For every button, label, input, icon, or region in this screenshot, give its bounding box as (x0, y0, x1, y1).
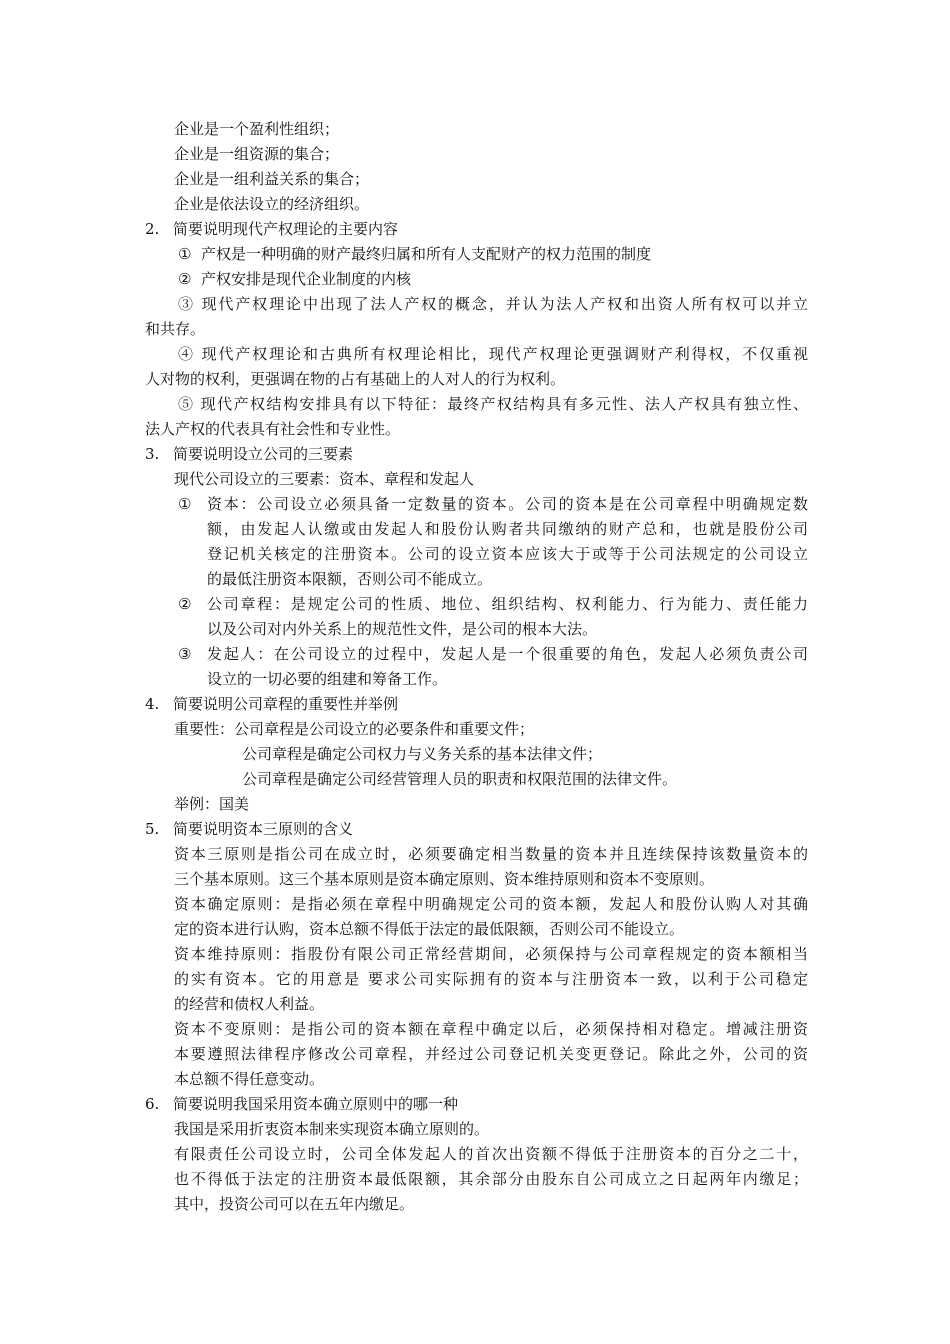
q6-line-4: 其中，投资公司可以在五年内缴足。 (174, 1195, 415, 1213)
q4-heading (145, 694, 398, 714)
q5-p2-line-2: 定的资本进行认购，资本总额不得低于法定的最低限额，否则公司不能设立。 (174, 920, 685, 938)
q5-p4-line-1: 资本不变原则：是指公司的资本额在章程中确定以后，必须保持相对稳定。增减注册资 (174, 1020, 808, 1038)
q2-item-4-line-1: ④ 现代产权理论和古典所有权理论相比，现代产权理论更强调财产利得权，不仅重视 (178, 345, 808, 363)
q6-line-3: 也不得低于法定的注册资本最低限额，其余部分由股东自公司成立之日起两年内缴足； (174, 1170, 808, 1188)
q4-title: 简要说明公司章程的重要性并举例 (173, 695, 399, 713)
q3-lead: 现代公司设立的三要素：资本、章程和发起人 (174, 470, 475, 488)
q4-number: 4. (145, 695, 160, 713)
intro-line-4: 企业是依法设立的经济组织。 (174, 195, 370, 213)
q3-title: 简要说明设立公司的三要素 (173, 445, 354, 463)
q2-title: 简要说明现代产权理论的主要内容 (173, 220, 399, 238)
q3-item-2-line-2: 以及公司对内外关系上的规范性文件，是公司的根本大法。 (207, 620, 598, 638)
q4-line-1: 重要性：公司章程是公司设立的必要条件和重要文件； (174, 720, 535, 738)
q2-item-1-text: 产权是一种明确的财产最终归属和所有人支配财产的权力范围的制度 (201, 245, 652, 263)
q5-heading (145, 819, 353, 839)
q6-line-2: 有限责任公司设立时，公司全体发起人的首次出资额不得低于注册资本的百分之二十， (174, 1145, 808, 1163)
q3-item-1-line-3: 登记机关核定的注册资本。公司的设立资本应该大于或等于公司法规定的公司设立 (207, 545, 808, 563)
q3-item-3-line-2: 设立的一切必要的组建和筹备工作。 (207, 670, 448, 688)
q2-item-2-text: 产权安排是现代企业制度的内核 (201, 270, 412, 288)
q2-item-2 (178, 269, 411, 289)
q2-item-1 (178, 244, 651, 264)
q2-item-4-line-2: 人对物的权利，更强调在物的占有基础上的人对人的行为权利。 (145, 370, 566, 388)
q5-p3-line-1: 资本维持原则：指股份有限公司正常经营期间，必须保持与公司章程规定的资本额相当 (174, 945, 808, 963)
q3-item-1-line-1: 资本：公司设立必须具备一定数量的资本。公司的资本是在公司章程中明确规定数 (207, 495, 808, 513)
q2-item-3-line-1: ③ 现代产权理论中出现了法人产权的概念，并认为法人产权和出资人所有权可以并立 (178, 295, 808, 313)
q3-item-3-line-1: 发起人：在公司设立的过程中，发起人是一个很重要的角色，发起人必须负责公司 (207, 645, 808, 663)
q5-p3-line-3: 的经营和债权人利益。 (174, 995, 325, 1013)
q2-item-5-line-2: 法人产权的代表具有社会性和专业性。 (145, 420, 401, 438)
q3-item-1-line-4: 的最低注册资本限额，否则公司不能成立。 (207, 570, 493, 588)
q5-p3-line-2: 的实有资本。它的用意是 要求公司实际拥有的资本与注册资本一致，以利于公司稳定 (174, 970, 808, 988)
q3-item-2-line-1: 公司章程：是规定公司的性质、地位、组织结构、权利能力、行为能力、责任能力 (207, 595, 808, 613)
q3-item-3-marker: ③ (178, 645, 192, 663)
q2-item-3-line-2: 和共存。 (145, 320, 206, 338)
q5-p1-line-1: 资本三原则是指公司在成立时，必须要确定相当数量的资本并且连续保持该数量资本的 (174, 845, 808, 863)
q3-item-1-line-2: 额，由发起人认缴或由发起人和股份认购者共同缴纳的财产总和，也就是股份公司 (207, 520, 808, 538)
q5-number: 5. (145, 820, 160, 838)
q6-title: 简要说明我国采用资本确立原则中的哪一种 (173, 1095, 459, 1113)
q5-p1-line-2: 三个基本原则。这三个基本原则是资本确定原则、资本维持原则和资本不变原则。 (174, 870, 715, 888)
intro-line-1: 企业是一个盈利性组织； (174, 120, 340, 138)
q3-number: 3. (145, 445, 160, 463)
q6-heading (145, 1094, 458, 1114)
q2-heading (145, 219, 398, 239)
q3-item-2-marker: ② (178, 595, 192, 613)
q2-item-5-line-1: ⑤ 现代产权结构安排具有以下特征：最终产权结构具有多元性、法人产权具有独立性、 (178, 395, 808, 413)
q5-p2-line-1: 资本确定原则：是指必须在章程中明确规定公司的资本额，发起人和股份认购人对其确 (174, 895, 808, 913)
q6-number: 6. (145, 1095, 160, 1113)
q2-number: 2. (145, 220, 160, 238)
q3-heading (145, 444, 353, 464)
q6-line-1: 我国是采用折衷资本制来实现资本确立原则的。 (174, 1120, 490, 1138)
intro-line-2: 企业是一组资源的集合； (174, 145, 340, 163)
q4-example: 举例：国美 (174, 795, 250, 813)
q2-item-2-marker: ② (178, 270, 192, 288)
q2-item-1-marker: ① (178, 245, 192, 263)
q3-item-1-marker: ① (178, 495, 192, 513)
q4-line-3: 公司章程是确定公司经营管理人员的职责和权限范围的法律文件。 (242, 770, 678, 788)
intro-line-3: 企业是一组利益关系的集合； (174, 170, 370, 188)
q5-title: 简要说明资本三原则的含义 (173, 820, 354, 838)
q5-p4-line-2: 本要遵照法律程序修改公司章程，并经过公司登记机关变更登记。除此之外，公司的资 (174, 1045, 808, 1063)
q4-line-2: 公司章程是确定公司权力与义务关系的基本法律文件； (242, 745, 603, 763)
q5-p4-line-3: 本总额不得任意变动。 (174, 1070, 325, 1088)
